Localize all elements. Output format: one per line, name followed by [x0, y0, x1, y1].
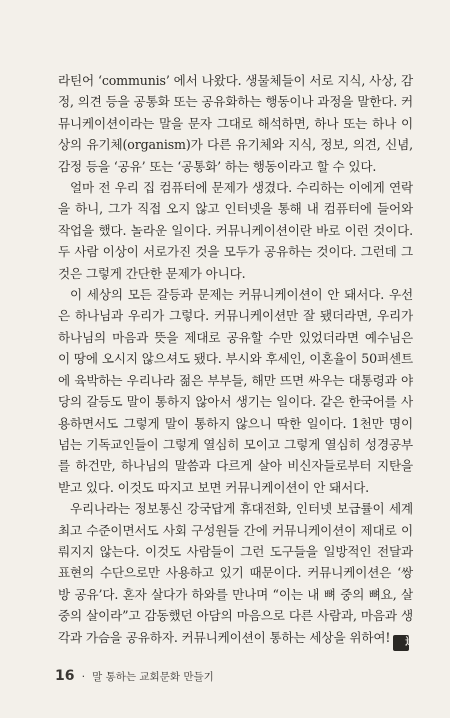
page-number: 16	[55, 668, 75, 684]
paragraph-text: 우리나라는 정보통신 강국답게 휴대전화, 인터넷 보급률이 세계 최고 수준이면서도 사회 구성원들 간에 커뮤니케이션이 제대로 이뤄지지 않는다. 이것도 사람들이 그런 도구들을 일방적인 전달과 표현의 수단으로만 사용하고 있기 때문이다. 커뮤니케이션은 ‘쌍방 공유’다. 혼자 살다가 하와를 만나며 “이는 내 뼈 중의 뼈요, 살 중의 살이라”고 감동했던 아담의 마음으로 다른 사람과, 마음과 생각과 가슴을 공유하자. 커뮤니케이션이 통하는 세상을 위하여!	[58, 501, 413, 645]
paragraph	[58, 498, 416, 650]
end-mark-seal: 通	[393, 635, 409, 651]
footer-separator: ·	[81, 670, 86, 683]
book-title: 말 통하는 교회문화 만들기	[92, 671, 214, 683]
paragraph: 이 세상의 모든 갈등과 문제는 커뮤니케이션이 안 돼서다. 우선은 하나님과 우리가 그렇다. 커뮤니케이션만 잘 됐더라면, 우리가 하나님의 마음과 뜻을 제대로 공유할 수만 있었더라면 예수님은 이 땅에 오시지 않으셔도 됐다. 부시와 후세인, 이혼율이 50퍼센트에 육박하는 우리나라 젊은 부부들, 해만 뜨면 싸우는 대통령과 야당의 갈등도 말이 통하지 않아서 생기는 일이다. 같은 한국어를 사용하면서도 그렇게 말이 통하지 않으니 딱한 일이다. 1천만 명이 넘는 기독교인들이 그렇게 열심히 모이고 그렇게 열심히 성경공부를 하건만, 하나님의 말씀과 다르게 살아 비신자들로부터 지탄을 받고 있다. 이것도 따지고 보면 커뮤니케이션이 안 돼서다.	[58, 287, 413, 495]
paragraph: 얼마 전 우리 집 컴퓨터에 문제가 생겼다. 수리하는 이에게 연락을 하니, 그가 직접 오지 않고 인터넷을 통해 내 컴퓨터에 들어와 작업을 했다. 놀라운 일이다. 커뮤니케이션이란 바로 이런 것이다. 두 사람 이상이 서로가진 것을 모두가 공유하는 것이다. 그런데 그것은 그렇게 간단한 문제가 아니다.	[58, 180, 413, 281]
page-footer	[55, 665, 214, 684]
paragraph: 라틴어 ‘communis’ 에서 나왔다. 생물체들이 서로 지식, 사상, 감정, 의견 등을 공통화 또는 공유화하는 행동이나 과정을 말한다. 커뮤니케이션이라는 말을 문자 그대로 해석하면, 하나 또는 하나 이상의 유기체(organism)가 다른 유기체와 지식, 정보, 의견, 신념, 감정 등을 ‘공유’ 또는 ‘공통화’ 하는 행동이라고 할 수 있다.	[58, 73, 413, 174]
body-text	[58, 70, 416, 651]
